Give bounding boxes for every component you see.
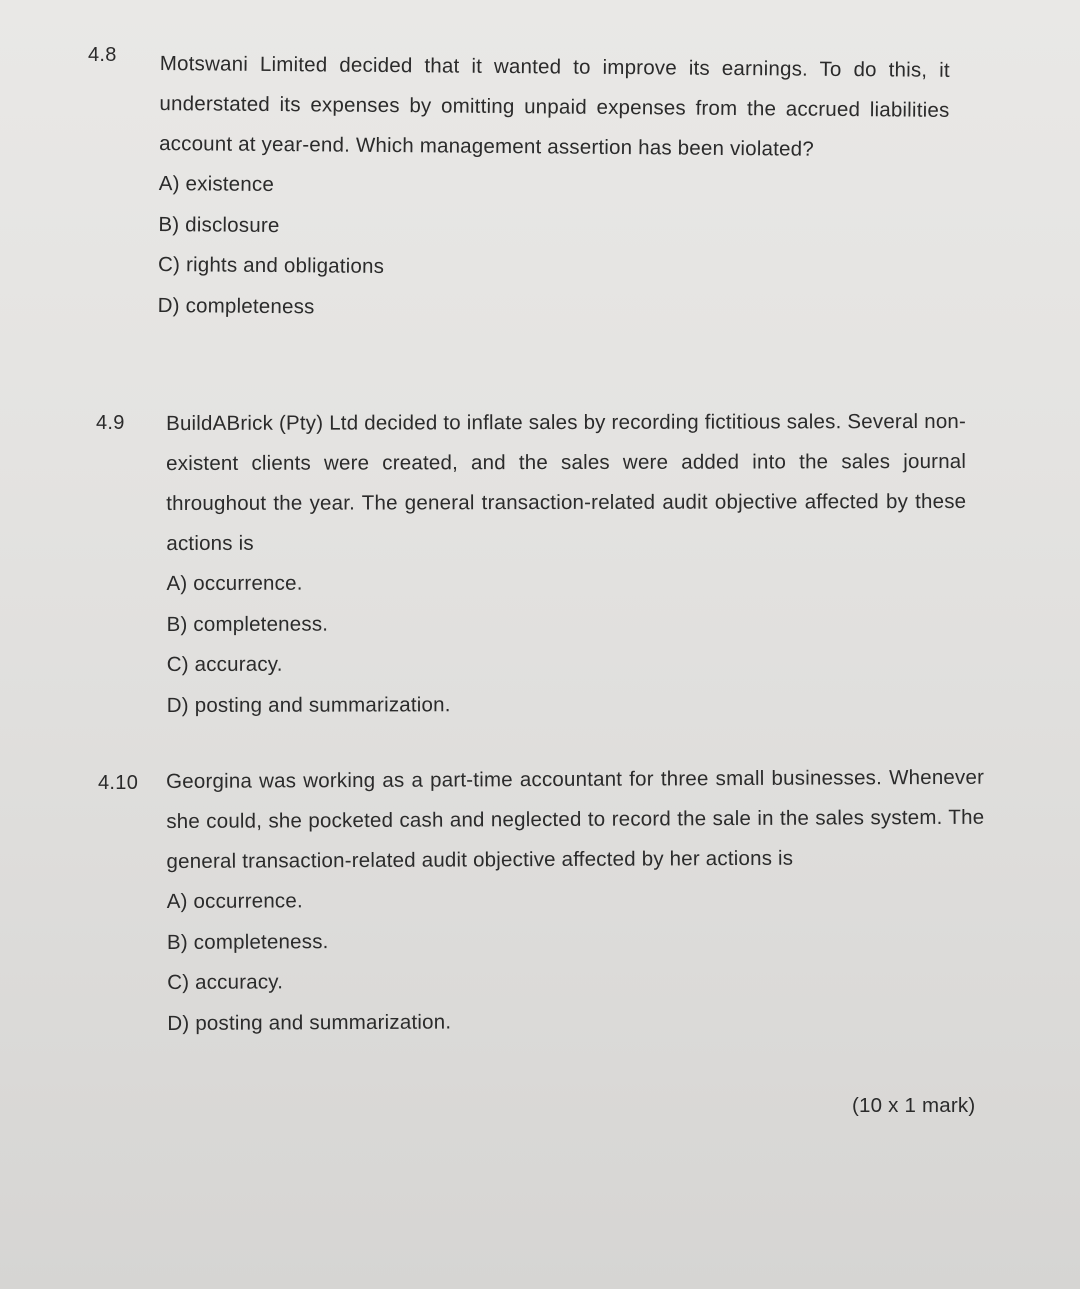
option-d: D) posting and summarization.: [167, 1010, 452, 1035]
question-number: 4.8: [88, 44, 117, 66]
option-d: D) completeness: [157, 293, 315, 318]
answer-options: [166, 562, 966, 726]
answer-options: [167, 878, 986, 1044]
option-a: A) occurrence.: [166, 889, 303, 913]
question-text: BuildABrick (Pty) Ltd decided to inflate sales by recording fictitious sales. Several non-existent clients were created, and the sales were added into the sales journal throughout the year. The general transaction-related audit objective affected by these actions is: [166, 409, 967, 555]
option-b: B) completeness.: [166, 929, 329, 954]
question-body: [166, 758, 985, 1044]
answer-options: [158, 164, 949, 333]
question-number: 4.9: [96, 412, 125, 434]
option-a: A) existence: [158, 171, 275, 196]
question-body: [166, 402, 967, 726]
question-number: 4.10: [98, 772, 139, 794]
question-body: [158, 44, 950, 333]
option-d: D) posting and summarization.: [166, 692, 451, 717]
option-c: C) accuracy.: [166, 652, 283, 676]
option-a: A) occurrence.: [166, 571, 303, 595]
marks-allocation: (10 x 1 mark): [852, 1094, 976, 1117]
option-b: B) disclosure: [158, 212, 280, 237]
question-text: Motswani Limited decided that it wanted to improve its earnings. To do this, it understated its expenses by omitting unpaid expenses from the accrued liabilities account at year-end. Which management assertion has been violated?: [159, 51, 950, 161]
option-b: B) completeness.: [166, 612, 329, 636]
option-c: C) rights and obligations: [157, 252, 385, 278]
option-c: C) accuracy.: [167, 970, 284, 994]
question-text: Georgina was working as a part-time accountant for three small businesses. Whenever she could, she pocketed cash and neglected to record the sale in the sales system. The general transaction-related audit objective affected by her actions is: [166, 765, 985, 873]
